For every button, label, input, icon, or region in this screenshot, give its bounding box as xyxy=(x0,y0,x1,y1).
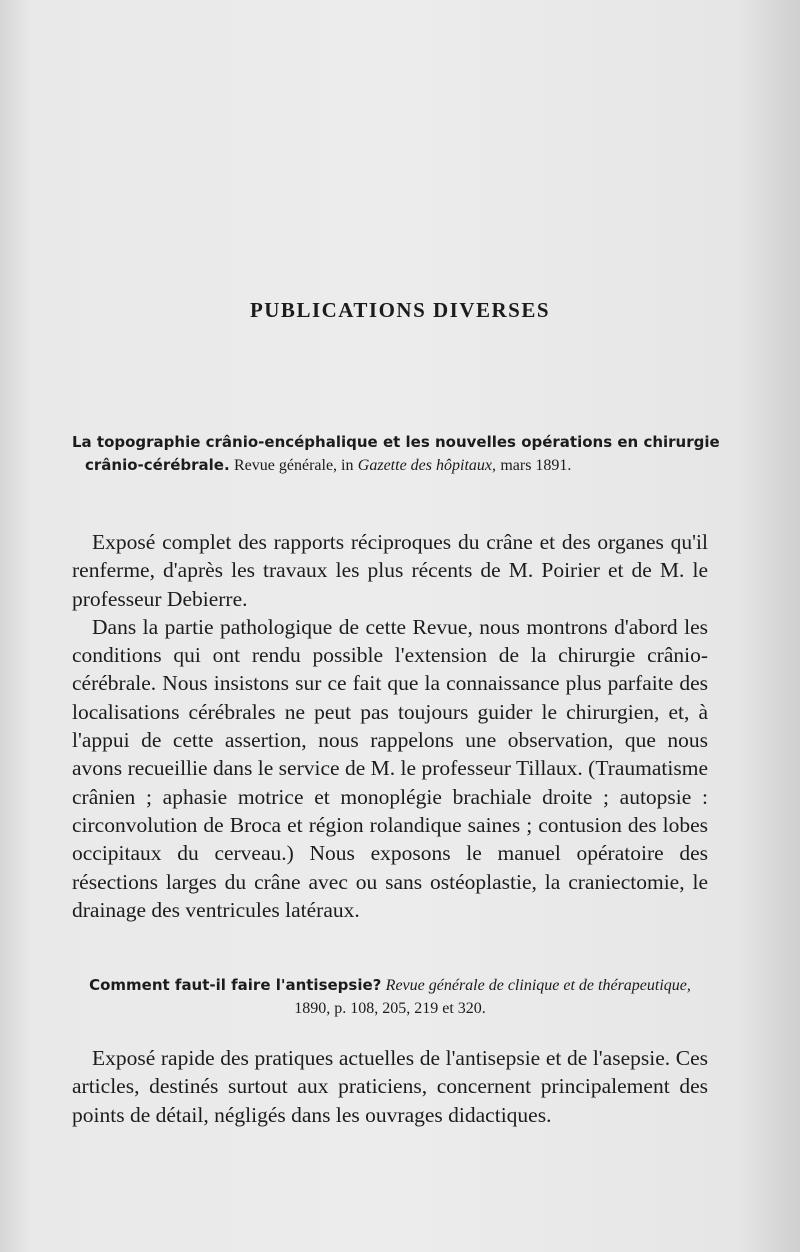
entry1-date: mars 1891. xyxy=(500,457,572,474)
entry2-paragraph: Exposé rapide des pratiques actuelles de l'antisepsie et de l'asepsie. Ces articles, destinés surtout aux praticiens, concernent principalement des points de détail, négligés dans les ouvrages didactiques. xyxy=(72,1046,708,1127)
entry2-title xyxy=(72,974,708,1020)
entry2-pages: 1890, p. 108, 205, 219 et 320. xyxy=(294,1000,486,1017)
entry1-body xyxy=(72,528,708,924)
section-heading: PUBLICATIONS DIVERSES xyxy=(249,298,551,322)
entry1-source: Revue générale, in xyxy=(233,457,354,474)
entry2-journal: Revue générale de clinique et de thérapeutique, xyxy=(385,977,691,994)
entry1-journal: Gazette des hôpitaux, xyxy=(357,457,496,474)
entry2-body xyxy=(72,1044,708,1129)
entry1-title xyxy=(72,431,721,477)
entry1-title-text: La topographie crânio-encéphalique et les nouvelles opérations en chirurgie crânio-cérébrale. xyxy=(72,433,720,474)
entry1-paragraph: Dans la partie pathologique de cette Revue, nous montrons d'abord les conditions qui ont rendu possible l'extension de la chirurgie crânio-cérébrale. Nous insistons sur ce fait que la connaissance plus parfaite des localisations cérébrales ne peut pas toujours guider le chirurgien, et, à l'appui de cette assertion, nous rappelons une observation, que nous avons recueillie dans le service de M. le professeur Tillaux. (Traumatisme crânien ; aphasie motrice et monoplégie brachiale droite ; autopsie : circonvolution de Broca et région rolandique saines ; contusion des lobes occipitaux du cerveau.) Nous exposons le manuel opératoire des résections larges du crâne avec ou sans ostéoplastie, la craniectomie, le drainage des ventricules latéraux. xyxy=(72,614,708,922)
entry2-title-text: Comment faut-il faire l'antisepsie? xyxy=(89,976,382,994)
entry1-paragraph: Exposé complet des rapports réciproques du crâne et des organes qu'il renferme, d'après les travaux les plus récents de M. Poirier et de M. le professeur Debierre. xyxy=(72,530,708,611)
